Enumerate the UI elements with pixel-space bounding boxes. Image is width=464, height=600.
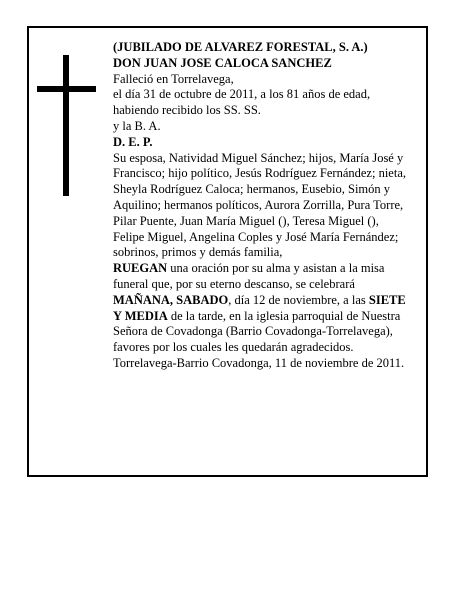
cross-symbol-vertical [63, 55, 69, 196]
company-line: (JUBILADO DE ALVAREZ FORESTAL, S. A.) [113, 40, 368, 54]
place-text: de la tarde, en la iglesia parroquial de Nuestra Señora de Covadonga (Barrio Covadonga-Torrelavega), favores por los cuales les quedarán agradecidos. [113, 308, 401, 355]
blessing-line: y la B. A. [113, 118, 161, 133]
request-word: RUEGAN [113, 261, 168, 276]
time-word: SIETE Y MEDIA [113, 292, 406, 323]
death-date-line: el día 31 de octubre de 2011, a los 81 años de edad, [113, 87, 371, 102]
day-word: MAÑANA, SABADO [113, 292, 229, 307]
request-text: una oración por su alma y asistan a la misa funeral que, por su eterno descanso, se celebrará [113, 261, 385, 291]
date-text: , día 12 de noviembre, a las [228, 292, 369, 307]
funeral-paragraph [113, 261, 413, 356]
death-place: Falleció en Torrelavega, [113, 71, 234, 86]
closing-place-date: Torrelavega-Barrio Covadonga, 11 de noviembre de 2011. [113, 355, 405, 370]
sacraments-line: habiendo recibido los SS. SS. [113, 103, 261, 118]
cross-symbol-horizontal [37, 86, 96, 92]
obituary-text [113, 40, 413, 372]
rip-line: D. E. P. [113, 134, 153, 149]
deceased-name: DON JUAN JOSE CALOCA SANCHEZ [113, 55, 332, 70]
family-list: Su esposa, Natividad Miguel Sánchez; hijos, María José y Francisco; hijo político, Jesús Rodríguez Fernández; nieta, Sheyla Rodríguez Caloca; hermanos, Eusebio, Simón y Aquilino; hermanos políticos, Aurora Zorrilla, Pura Torre, Pilar Puente, Juan María Miguel (), Teresa Miguel (), Felipe Miguel, Angelina Coples y José María Fernández; sobrinos, primos y demás familia, [113, 150, 406, 260]
